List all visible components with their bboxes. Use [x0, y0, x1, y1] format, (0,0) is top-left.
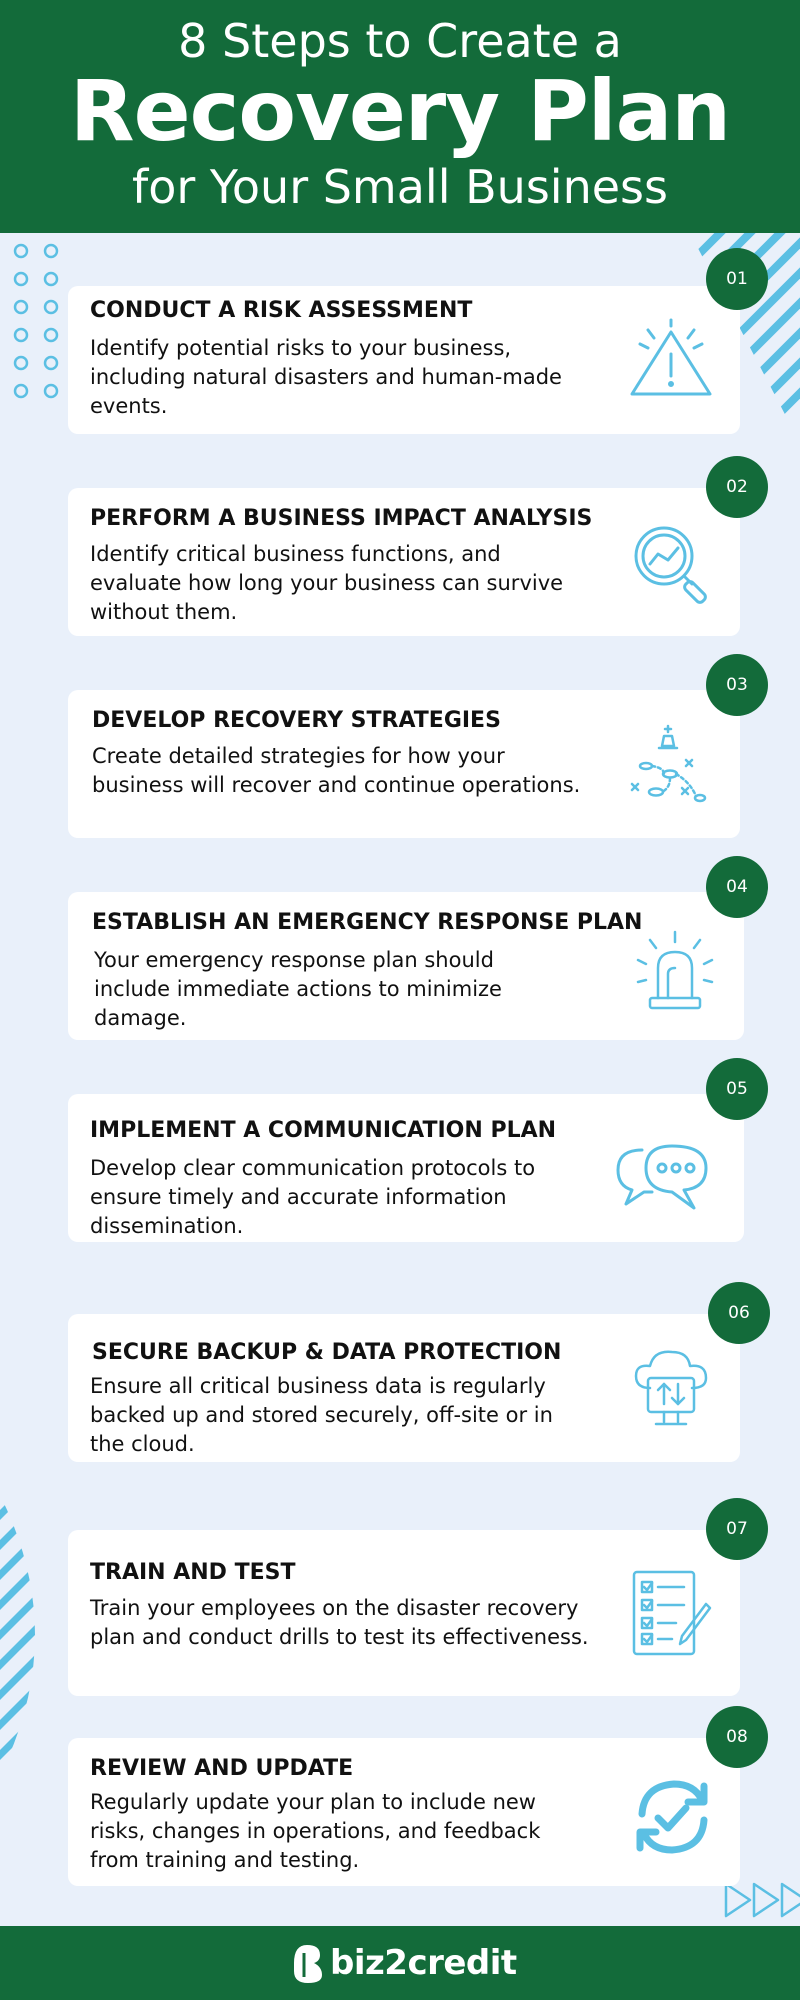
step-number-badge: 02	[706, 456, 768, 518]
step-number-badge: 03	[706, 654, 768, 716]
step-description: Ensure all critical business data is regularly backed up and stored securely, off-site or in the cloud.	[90, 1374, 553, 1456]
footer-bar	[0, 1926, 800, 2000]
logo-text: biz2credit	[330, 1943, 517, 1983]
checklist-icon	[626, 1568, 716, 1658]
chat-bubbles-icon	[612, 1138, 712, 1224]
strategy-chess-icon	[626, 722, 716, 808]
brand-logo	[290, 1940, 517, 1986]
step-number-badge: 06	[708, 1282, 770, 1344]
step-number-badge: 08	[706, 1706, 768, 1768]
step-title: REVIEW AND UPDATE	[90, 1756, 354, 1781]
step-title: PERFORM A BUSINESS IMPACT ANALYSIS	[90, 506, 593, 531]
step-card-03	[68, 690, 740, 838]
warning-icon	[626, 318, 716, 404]
arrow-chevrons-decoration	[722, 1880, 800, 1920]
step-card-07	[68, 1530, 740, 1696]
header-banner	[0, 0, 800, 233]
siren-icon	[630, 928, 720, 1014]
step-title: TRAIN AND TEST	[90, 1560, 296, 1585]
cloud-backup-icon	[626, 1344, 716, 1430]
step-number-badge: 04	[706, 856, 768, 918]
step-card-04	[68, 892, 744, 1040]
step-description: Identify potential risks to your business, including natural disasters and human-made events.	[90, 336, 562, 418]
stripe-decoration-left	[0, 1495, 70, 1775]
refresh-check-icon	[626, 1774, 716, 1860]
step-card-08	[68, 1738, 740, 1886]
step-description: Regularly update your plan to include new risks, changes in operations, and feedback from training and testing.	[90, 1790, 541, 1872]
step-description: Identify critical business functions, and evaluate how long your business can survive without them.	[90, 542, 564, 624]
step-description: Train your employees on the disaster recovery plan and conduct drills to test its effectiveness.	[90, 1596, 589, 1649]
step-number-badge: 05	[706, 1058, 768, 1120]
step-description: Develop clear communication protocols to ensure timely and accurate information dissemination.	[90, 1156, 536, 1238]
step-title: CONDUCT A RISK ASSESSMENT	[90, 298, 473, 323]
step-description: Your emergency response plan should include immediate actions to minimize damage.	[94, 948, 502, 1030]
step-card-02	[68, 488, 740, 636]
step-title: ESTABLISH AN EMERGENCY RESPONSE PLAN	[92, 910, 643, 935]
header-title: Recovery Plan	[69, 62, 731, 160]
step-card-01	[68, 286, 740, 434]
step-title: DEVELOP RECOVERY STRATEGIES	[92, 708, 501, 733]
magnifier-chart-icon	[626, 520, 716, 606]
logo-mark-icon	[290, 1941, 324, 1985]
step-card-06	[68, 1314, 740, 1462]
header-line-1: 8 Steps to Create a	[178, 14, 622, 68]
step-title: SECURE BACKUP & DATA PROTECTION	[92, 1340, 562, 1365]
step-title: IMPLEMENT A COMMUNICATION PLAN	[90, 1118, 557, 1143]
step-description: Create detailed strategies for how your business will recover and continue operations.	[92, 744, 581, 797]
header-line-3: for Your Small Business	[132, 160, 668, 214]
step-number-badge: 01	[706, 248, 768, 310]
step-card-05	[68, 1094, 744, 1242]
step-number-badge: 07	[706, 1498, 768, 1560]
dot-pattern-decoration	[10, 240, 70, 405]
